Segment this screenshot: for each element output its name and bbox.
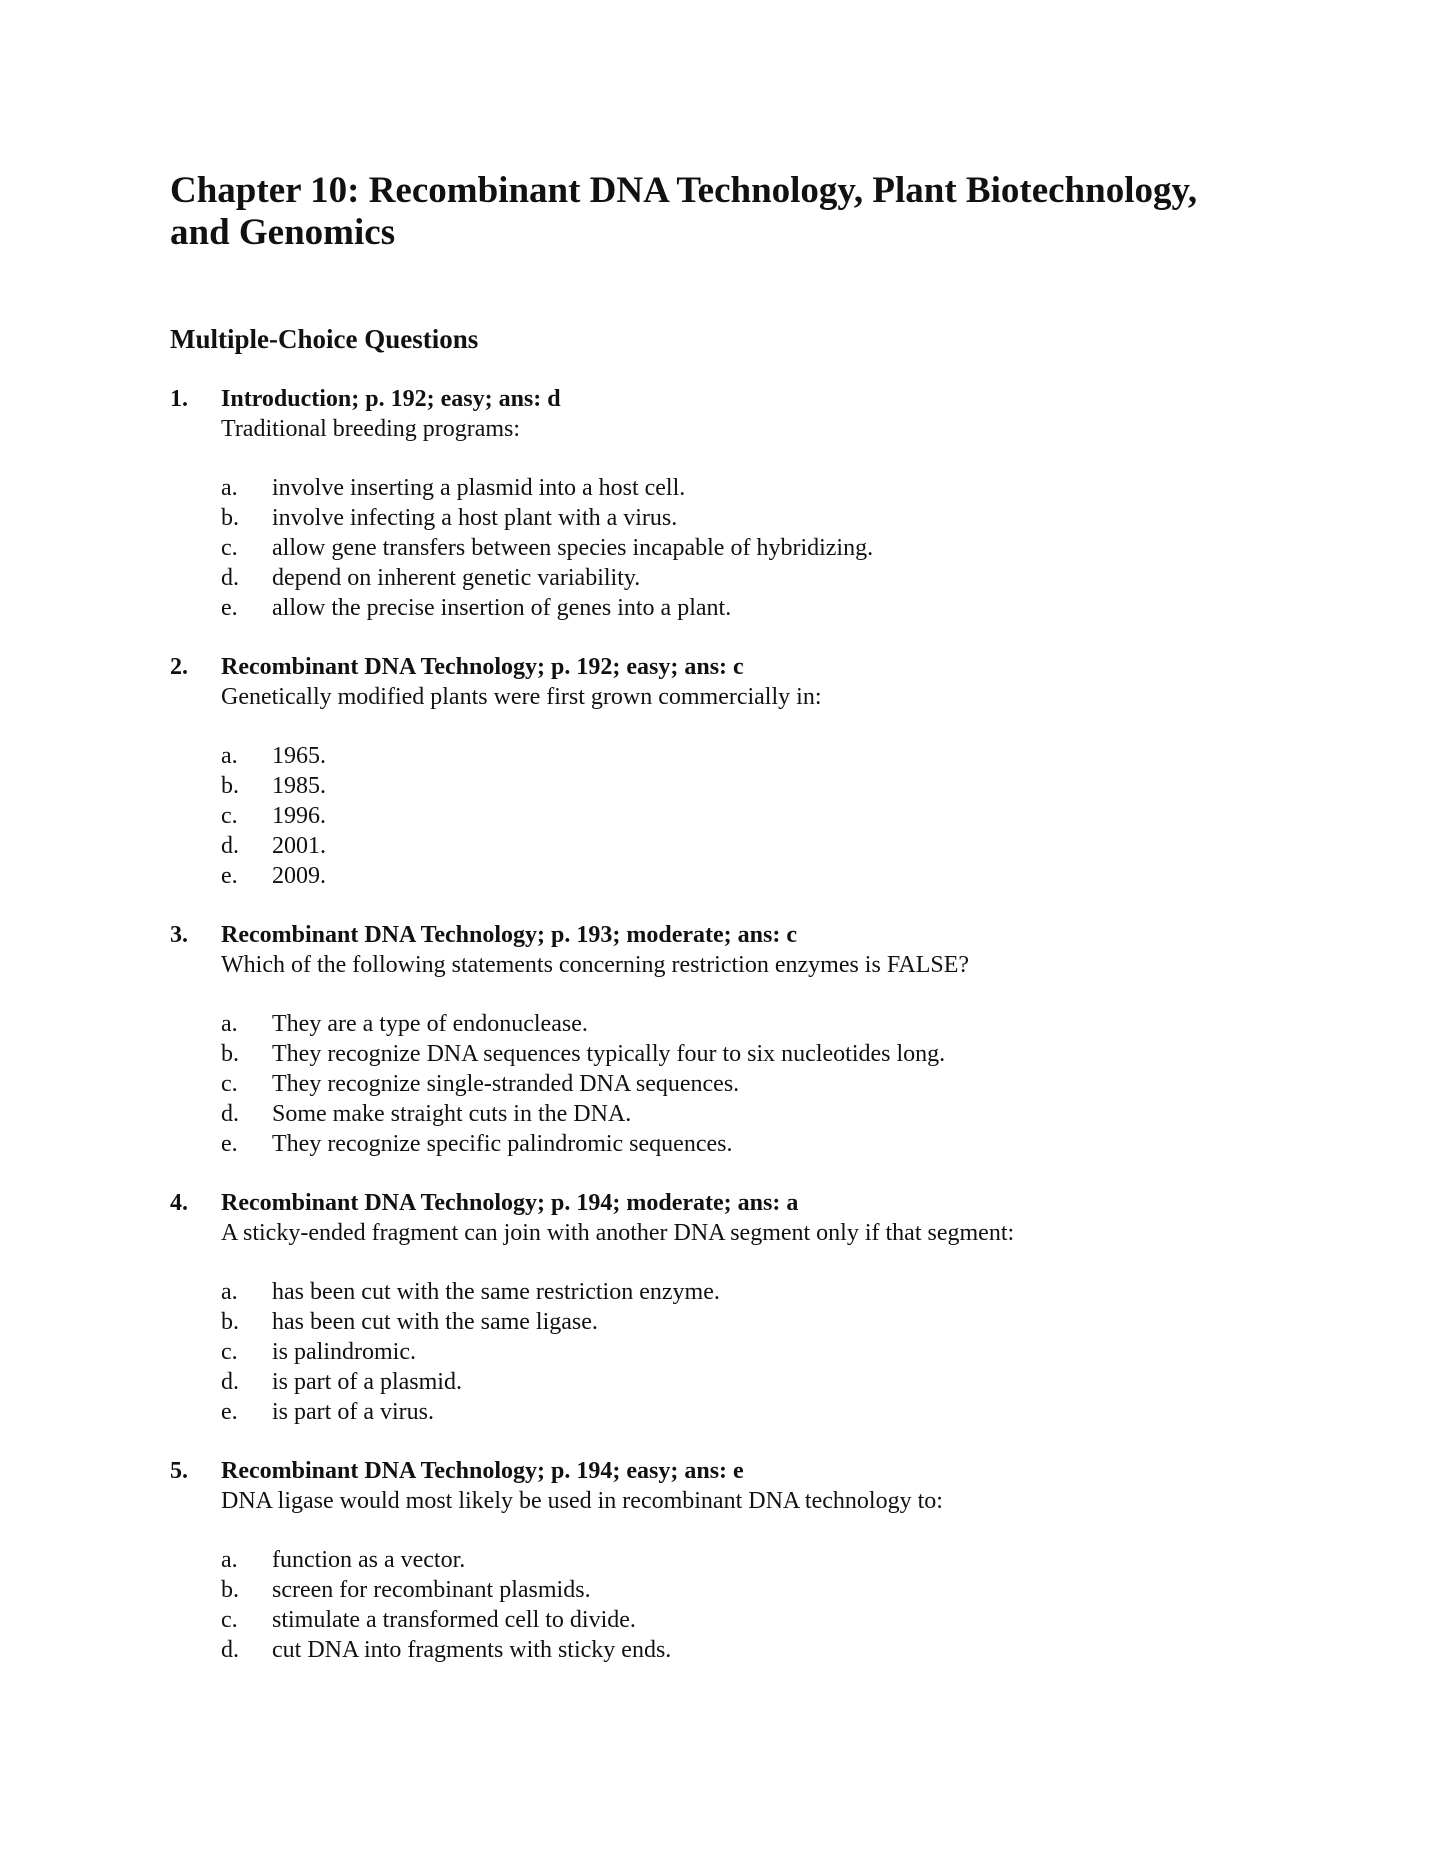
option-letter: e. xyxy=(221,863,238,889)
answer-option xyxy=(221,861,1290,891)
option-text: 1965. xyxy=(272,743,326,769)
question-stem: Traditional breeding programs: xyxy=(221,416,521,442)
option-text: is palindromic. xyxy=(272,1339,416,1365)
answer-option xyxy=(221,1307,1290,1337)
option-letter: a. xyxy=(221,743,238,769)
option-letter: d. xyxy=(221,1101,239,1127)
answer-option xyxy=(221,593,1290,623)
option-text: has been cut with the same ligase. xyxy=(272,1309,598,1335)
answer-options xyxy=(221,741,1290,891)
question-stem: A sticky-ended fragment can join with another DNA segment only if that segment: xyxy=(221,1220,1015,1246)
option-letter: b. xyxy=(221,773,239,799)
answer-option xyxy=(221,1039,1290,1069)
option-text: allow gene transfers between species incapable of hybridizing. xyxy=(272,535,874,561)
question-stem: Which of the following statements concerning restriction enzymes is FALSE? xyxy=(221,952,970,978)
option-text: allow the precise insertion of genes into a plant. xyxy=(272,595,732,621)
option-letter: c. xyxy=(221,1607,238,1633)
answer-option xyxy=(221,1129,1290,1159)
option-letter: d. xyxy=(221,833,239,859)
option-text: Some make straight cuts in the DNA. xyxy=(272,1101,632,1127)
question-stem: Genetically modified plants were first grown commercially in: xyxy=(221,684,822,710)
option-letter: c. xyxy=(221,535,238,561)
question-item xyxy=(170,384,1290,623)
option-text: involve infecting a host plant with a virus. xyxy=(272,505,678,531)
question-meta: Recombinant DNA Technology; p. 194; moderate; ans: a xyxy=(221,1190,799,1216)
answer-options xyxy=(221,1277,1290,1427)
answer-option xyxy=(221,533,1290,563)
answer-option xyxy=(221,1337,1290,1367)
question-number: 1. xyxy=(170,386,188,412)
option-letter: b. xyxy=(221,1041,239,1067)
answer-options xyxy=(221,1545,1290,1665)
chapter-title: Chapter 10: Recombinant DNA Technology, Plant Biotechnology, and Genomics xyxy=(170,170,1198,253)
option-letter: e. xyxy=(221,1399,238,1425)
question-meta: Recombinant DNA Technology; p. 192; easy; ans: c xyxy=(221,654,744,680)
question-item xyxy=(170,1188,1290,1427)
option-text: cut DNA into fragments with sticky ends. xyxy=(272,1637,672,1663)
answer-option xyxy=(221,1397,1290,1427)
section-title: Multiple-Choice Questions xyxy=(170,324,479,354)
option-text: is part of a virus. xyxy=(272,1399,434,1425)
answer-options xyxy=(221,1009,1290,1159)
answer-option xyxy=(221,1545,1290,1575)
option-text: has been cut with the same restriction enzyme. xyxy=(272,1279,720,1305)
answer-option xyxy=(221,801,1290,831)
option-letter: a. xyxy=(221,475,238,501)
option-text: stimulate a transformed cell to divide. xyxy=(272,1607,636,1633)
question-number: 2. xyxy=(170,654,188,680)
answer-option xyxy=(221,503,1290,533)
option-letter: e. xyxy=(221,595,238,621)
option-letter: d. xyxy=(221,1369,239,1395)
answer-option xyxy=(221,1367,1290,1397)
answer-option xyxy=(221,1575,1290,1605)
option-letter: d. xyxy=(221,1637,239,1663)
option-text: They are a type of endonuclease. xyxy=(272,1011,588,1037)
question-item xyxy=(170,1456,1290,1665)
option-letter: a. xyxy=(221,1279,238,1305)
answer-option xyxy=(221,1009,1290,1039)
question-item xyxy=(170,652,1290,891)
option-letter: b. xyxy=(221,1577,239,1603)
option-text: They recognize specific palindromic sequences. xyxy=(272,1131,733,1157)
option-text: is part of a plasmid. xyxy=(272,1369,462,1395)
option-letter: b. xyxy=(221,505,239,531)
answer-option xyxy=(221,771,1290,801)
option-letter: c. xyxy=(221,803,238,829)
option-letter: c. xyxy=(221,1071,238,1097)
answer-option xyxy=(221,1277,1290,1307)
option-letter: c. xyxy=(221,1339,238,1365)
question-list xyxy=(170,384,1290,1665)
option-text: They recognize single-stranded DNA sequences. xyxy=(272,1071,740,1097)
answer-option xyxy=(221,741,1290,771)
answer-option xyxy=(221,563,1290,593)
option-text: 2001. xyxy=(272,833,326,859)
option-letter: e. xyxy=(221,1131,238,1157)
answer-options xyxy=(221,473,1290,623)
answer-option xyxy=(221,473,1290,503)
answer-option xyxy=(221,1635,1290,1665)
question-stem: DNA ligase would most likely be used in recombinant DNA technology to: xyxy=(221,1488,943,1514)
option-text: 1996. xyxy=(272,803,326,829)
option-text: involve inserting a plasmid into a host cell. xyxy=(272,475,686,501)
document-page xyxy=(170,170,1290,1665)
option-letter: a. xyxy=(221,1011,238,1037)
option-text: function as a vector. xyxy=(272,1547,466,1573)
option-text: They recognize DNA sequences typically four to six nucleotides long. xyxy=(272,1041,946,1067)
option-text: screen for recombinant plasmids. xyxy=(272,1577,591,1603)
answer-option xyxy=(221,1069,1290,1099)
question-meta: Recombinant DNA Technology; p. 194; easy; ans: e xyxy=(221,1458,744,1484)
answer-option xyxy=(221,831,1290,861)
question-meta: Recombinant DNA Technology; p. 193; moderate; ans: c xyxy=(221,922,797,948)
question-number: 5. xyxy=(170,1458,188,1484)
option-letter: d. xyxy=(221,565,239,591)
question-number: 4. xyxy=(170,1190,188,1216)
option-letter: b. xyxy=(221,1309,239,1335)
question-item xyxy=(170,920,1290,1159)
question-meta: Introduction; p. 192; easy; ans: d xyxy=(221,386,561,412)
option-text: 1985. xyxy=(272,773,326,799)
answer-option xyxy=(221,1605,1290,1635)
option-letter: a. xyxy=(221,1547,238,1573)
question-number: 3. xyxy=(170,922,188,948)
answer-option xyxy=(221,1099,1290,1129)
option-text: depend on inherent genetic variability. xyxy=(272,565,641,591)
option-text: 2009. xyxy=(272,863,326,889)
